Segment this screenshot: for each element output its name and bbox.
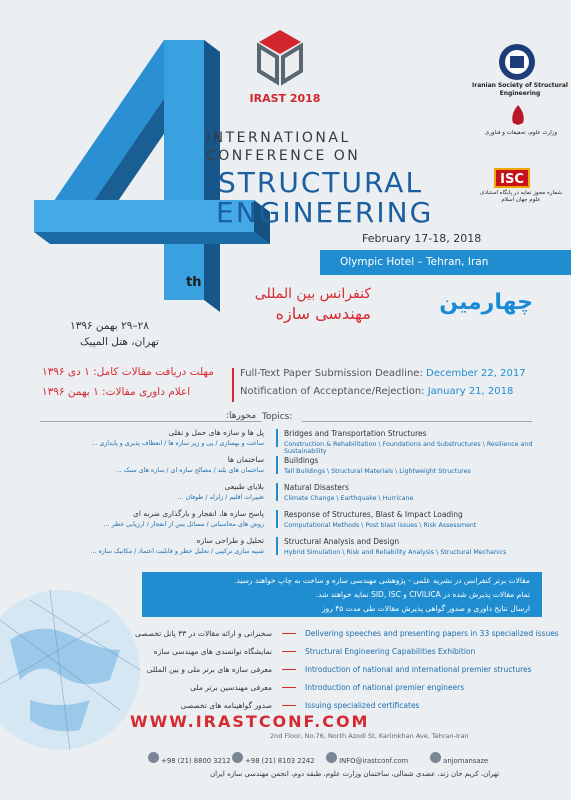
msrt-emblem-icon <box>507 103 529 127</box>
instagram-handle: anjomansaze <box>443 757 489 765</box>
topic-fa-title: ساختمان ها <box>227 455 264 464</box>
title-line-1: INTERNATIONAL <box>206 130 351 146</box>
topic-en-subtopics: Climate Change \ Earthquake \ Hurricane <box>284 495 414 502</box>
topic-en-title: Structural Analysis and Design <box>284 537 400 546</box>
email-address: INFO@irastconf.com <box>339 757 409 765</box>
isc-text: شماره مجوز نمایه در پایگاه استنادی علوم جهان اسلام <box>480 190 562 204</box>
deadline-label: Full-Text Paper Submission Deadline: <box>240 368 423 379</box>
fa-title-ordinal: چهارمین <box>439 290 533 315</box>
isc-logo-icon <box>494 168 530 188</box>
venue-bar: Olympic Hotel – Tehran, Iran <box>320 250 571 275</box>
banner-line-3: ارسال نتایج داوری و صدور گواهی پذیرش مقالات طی مدت ۴۵ روز <box>322 604 530 613</box>
event-date: February 17-18, 2018 <box>362 232 482 245</box>
feature-en: Delivering speeches and presenting papers in 33 specialized issues <box>305 629 559 638</box>
topic-fa-subtopics: روش های محاسباتی / مسائل پس از انفجار / ارزیابی خطر ... <box>103 521 264 528</box>
banner-line-1: مقالات برتر کنفرانس در نشریه علمی - پژوهشی مهندسی سازه و ساخت به چاپ خواهند رسید. <box>234 576 530 585</box>
feature-fa: سخنرانی و ارائه مقالات در ۳۳ پانل تخصصی <box>135 629 272 638</box>
deadline-divider <box>232 368 234 402</box>
topic-en-title: Buildings <box>284 456 319 465</box>
topics-divider-right <box>302 421 532 422</box>
msrt-name: وزارت علوم، تحقیقات و فناوری <box>484 130 558 136</box>
phone-number: +98 (21) 8103 2242 <box>245 757 315 765</box>
topic-marker <box>276 537 278 555</box>
email-icon <box>326 752 337 763</box>
topic-marker <box>276 429 278 447</box>
topic-en-subtopics: Hybrid Simulation \ Risk and Reliability Analysis \ Structural Mechanics <box>284 549 507 556</box>
contact-phone-1[interactable] <box>148 752 231 765</box>
feature-dash <box>282 705 296 706</box>
deadline-fa-submission: مهلت دریافت مقالات کامل: ۱ دی ۱۳۹۶ <box>42 366 214 378</box>
deadline-fa-notification: اعلام داوری مقالات: ۱ بهمن ۱۳۹۶ <box>42 386 191 398</box>
fa-venue: تهران، هتل المپیک <box>80 336 159 348</box>
topic-marker <box>276 510 278 528</box>
topic-en-subtopics: Construction & Rehabilitation \ Foundations and Substructures \ Resilience and Sustainability <box>284 441 533 455</box>
phone-icon <box>148 752 159 763</box>
deadline-date: December 22, 2017 <box>426 368 526 379</box>
irast-logo-icon <box>255 28 305 86</box>
feature-dash <box>282 651 296 652</box>
topic-marker <box>276 483 278 501</box>
isc-label: ISC <box>500 172 524 187</box>
topic-fa-subtopics: شبیه سازی ترکیبی / تحلیل خطر و قابلیت اعتماد / مکانیک سازه ... <box>90 548 264 555</box>
feature-dash <box>282 669 296 670</box>
deadline-date: January 21, 2018 <box>427 386 514 397</box>
contact-email[interactable] <box>326 752 408 765</box>
feature-dash <box>282 687 296 688</box>
feature-en: Introduction of national and international premier structures <box>305 665 532 674</box>
topic-marker <box>276 456 278 474</box>
feature-fa: معرفی سازه های برتر ملی و بین المللی <box>146 665 272 674</box>
fa-title-conference: کنفرانس بین المللی <box>254 286 371 302</box>
deadline-en-notification <box>240 386 513 397</box>
topic-fa-subtopics: ساختمان های بلند / مصالح سازه ای / سازه های سبک ... <box>115 467 264 474</box>
feature-en: Issuing specialized certificates <box>305 701 420 710</box>
isse-name: Iranian Society of Structural Engineering <box>472 82 568 97</box>
feature-fa: معرفی مهندسین برتر ملی <box>190 683 272 692</box>
title-line-3: STRUCTURAL <box>218 166 424 199</box>
topic-en-title: Natural Disasters <box>284 483 349 492</box>
isse-seal-icon <box>497 42 537 82</box>
deadline-en-submission <box>240 368 526 379</box>
fa-title-subject: مهندسی سازه <box>275 304 371 323</box>
deadline-label: Notification of Acceptance/Rejection: <box>240 386 425 397</box>
topic-fa-title: تحلیل و طراحی سازه <box>196 536 264 545</box>
address-fa: تهران، کریم خان زند، عضدی شمالی، ساختمان وزارت علوم، طبقه دوم، انجمن مهندسی سازه ایران <box>210 770 500 778</box>
phone-icon <box>232 752 243 763</box>
topic-fa-title: بلایای طبیعی <box>224 482 264 491</box>
topic-fa-title: پل ها و سازه های حمل و نقلی <box>168 428 264 437</box>
topic-en-title: Bridges and Transportation Structures <box>284 429 427 438</box>
topic-fa-title: پاسخ سازه ها، انفجار و بارگذاری ضربه ای <box>133 509 264 518</box>
topics-heading-fa: محورها: <box>226 411 257 421</box>
topic-en-subtopics: Computational Methods \ Post blast issues \ Risk Assessment <box>284 522 477 529</box>
feature-en: Structural Engineering Capabilities Exhibition <box>305 647 476 656</box>
topic-fa-subtopics: ساخت و بهسازی / پی و زیر سازه ها / انعطاف پذیری و پایداری ... <box>91 440 264 447</box>
title-line-2: CONFERENCE ON <box>206 148 361 164</box>
brand-label: IRAST 2018 <box>249 92 321 105</box>
website-link[interactable]: WWW.IRASTCONF.COM <box>130 712 370 731</box>
banner-line-2: تمام مقالات پذیرش شده در CIVILICA و SID, ISC نمایه خواهند شد. <box>315 590 530 599</box>
topic-en-title: Response of Structures, Blast & Impact Loading <box>284 510 463 519</box>
topics-heading-en: Topics: <box>262 412 293 422</box>
topic-en-subtopics: Tall Buildings \ Structural Materials \ Lightweight Structures <box>284 468 471 475</box>
ordinal-suffix: th <box>186 275 202 290</box>
fa-event-date: ۲۸–۲۹ بهمن ۱۳۹۶ <box>70 320 149 332</box>
feature-fa: صدور گواهینامه های تخصصی <box>180 701 272 710</box>
instagram-icon <box>430 752 441 763</box>
feature-dash <box>282 633 296 634</box>
feature-en: Introduction of national premier engineers <box>305 683 465 692</box>
feature-fa: نمایشگاه توانمندی های مهندسی سازه <box>153 647 272 656</box>
topics-divider-left <box>40 421 262 422</box>
title-line-4: ENGINEERING <box>216 196 434 229</box>
contact-phone-2[interactable] <box>232 752 315 765</box>
topic-fa-subtopics: تغییرات اقلیم / زلزله / طوفان ... <box>177 494 264 501</box>
address-en: 2nd Floor, No.76, North Azodi St, Karimkhan Ave, Tehran-Iran <box>270 732 469 740</box>
phone-number: +98 (21) 8800 3212 <box>161 757 231 765</box>
contact-instagram[interactable] <box>430 752 488 765</box>
